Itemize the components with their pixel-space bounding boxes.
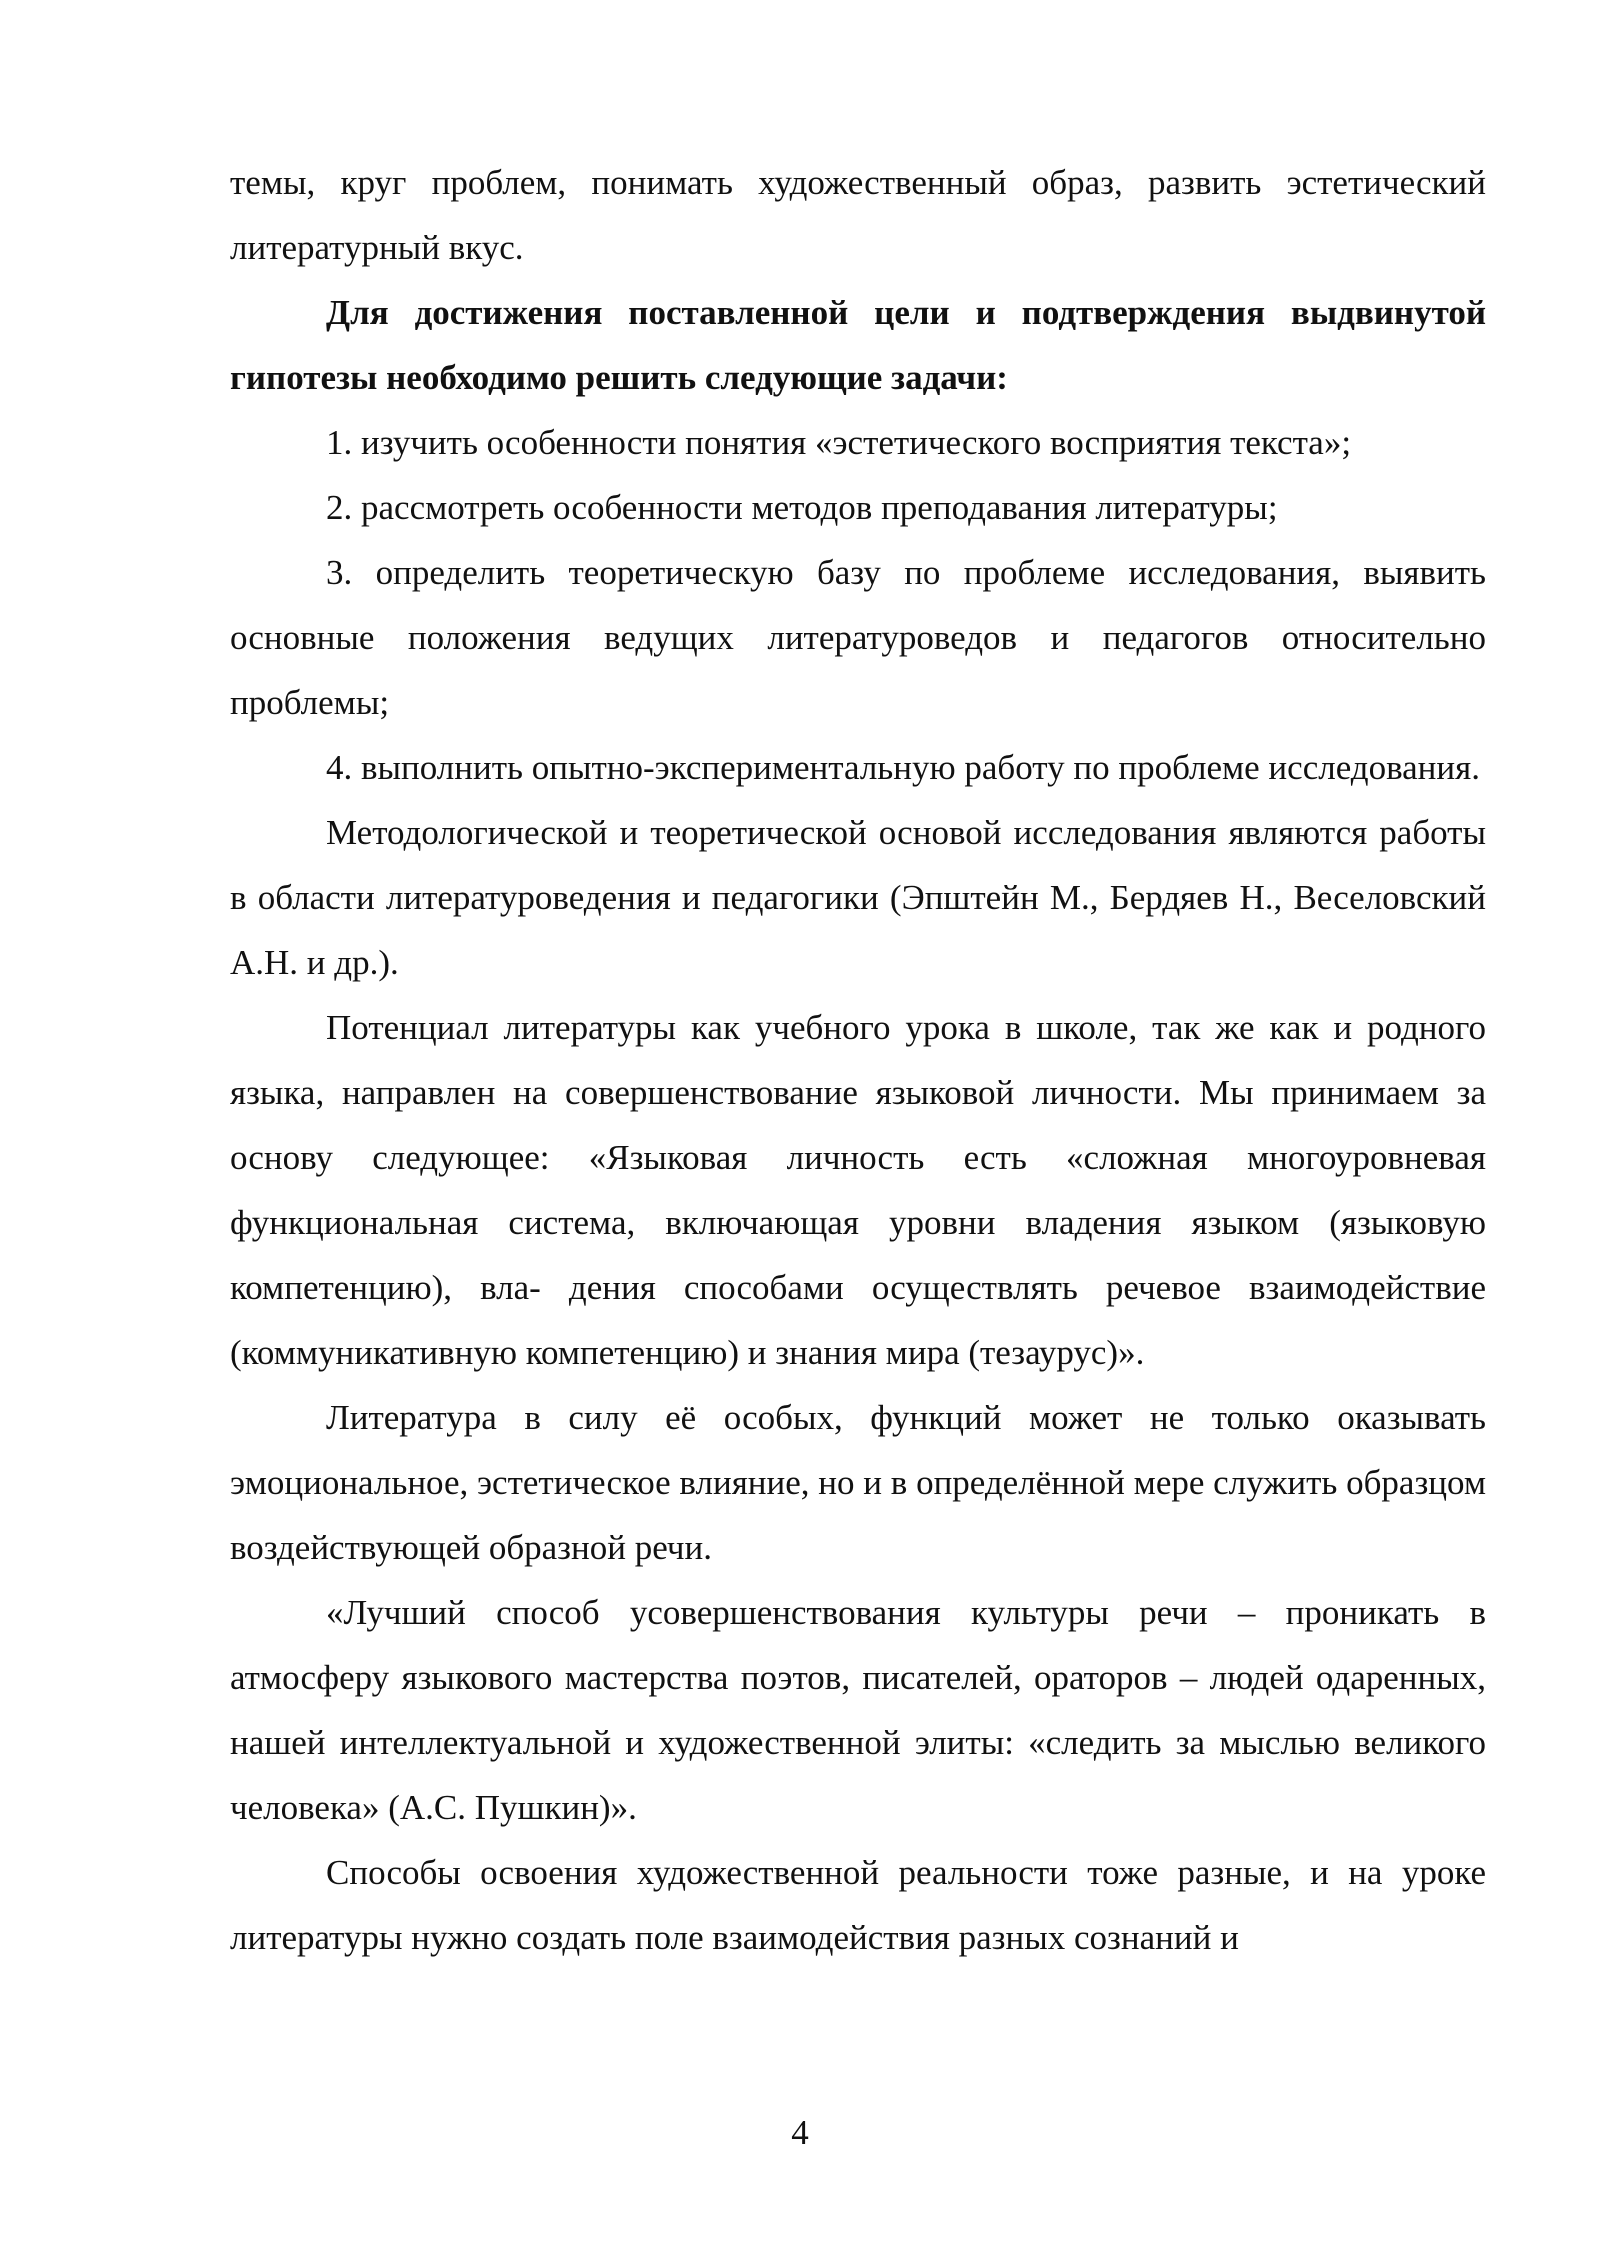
document-body <box>230 150 1486 1970</box>
paragraph-continuation: темы, круг проблем, понимать художественный образ, развить эстетический литературный вкус. <box>230 163 1486 267</box>
list-item-task-3: 3. определить теоретическую базу по проблеме исследования, выявить основные положения ведущих литературоведов и педагогов относительно проблемы; <box>230 553 1486 722</box>
page-number: 4 <box>791 2113 809 2152</box>
paragraph-literature-functions: Литература в силу её особых, функций может не только оказывать эмоциональное, эстетическое влияние, но и в определённой мере служить образцом воздействующей образной речи. <box>230 1398 1486 1567</box>
list-item-task-1: 1. изучить особенности понятия «эстетического восприятия текста»; <box>326 423 1352 462</box>
paragraph-methodology: Методологической и теоретической основой исследования являются работы в области литературоведения и педагогики (Эпштейн М., Бердяев Н., Веселовский А.Н. и др.). <box>230 813 1486 982</box>
paragraph-quote-culture: «Лучший способ усовершенствования культуры речи – проникать в атмосферу языкового мастерства поэтов, писателей, ораторов – людей одаренных, нашей интеллектуальной и художественной элиты: «следить за мыслью великого человека» (А.С. Пушкин)». <box>230 1593 1486 1827</box>
paragraph-ways: Способы освоения художественной реальности тоже разные, и на уроке литературы нужно создать поле взаимодействия разных сознаний и <box>230 1853 1486 1957</box>
list-item-task-2: 2. рассмотреть особенности методов преподавания литературы; <box>326 488 1278 527</box>
list-item-task-4: 4. выполнить опытно-экспериментальную работу по проблеме исследования. <box>326 748 1480 787</box>
paragraph-potential: Потенциал литературы как учебного урока в школе, так же как и родного языка, направлен на совершенствование языковой личности. Мы принимаем за основу следующее: «Языковая личность есть «сложная многоуровневая функциональная система, включающая уровни владения языком (языковую компетенцию), вла- дения способами осуществлять речевое взаимодействие (коммуникативную компетенцию) и знания мира (тезаурус)». <box>230 1008 1486 1372</box>
paragraph-tasks-heading: Для достижения поставленной цели и подтверждения выдвинутой гипотезы необходимо решить следующие задачи: <box>230 293 1486 397</box>
